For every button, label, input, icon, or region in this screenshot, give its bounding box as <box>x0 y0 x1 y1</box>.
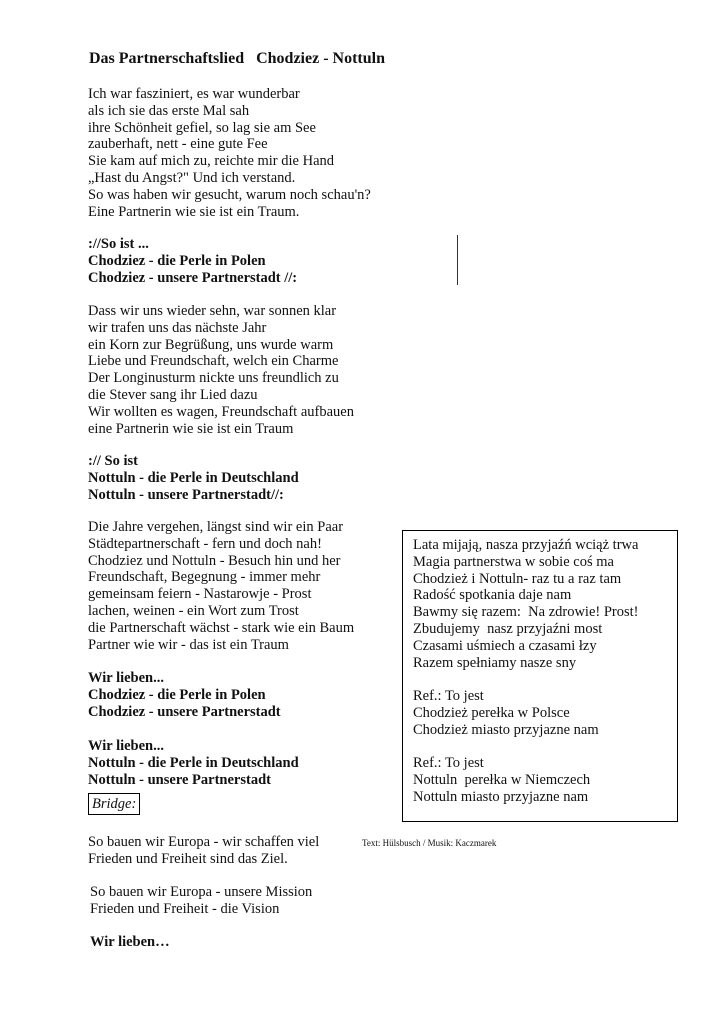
lyric-line: Städtepartnerschaft - fern und doch nah! <box>88 535 322 552</box>
polish-ref-line: Nottuln miasto przyjazne nam <box>413 788 589 805</box>
lyric-line: als ich sie das erste Mal sah <box>88 102 250 119</box>
lyric-line: gemeinsam feiern - Nastarowje - Prost <box>88 586 312 603</box>
lyric-line: Frieden und Freiheit - die Vision <box>90 900 280 917</box>
lyric-line: Partner wie wir - das ist ein Traum <box>88 636 289 653</box>
chorus-line: Chodziez - die Perle in Polen <box>88 686 266 703</box>
verse-1 <box>88 86 371 220</box>
chorus-line: Wir lieben... <box>88 738 164 754</box>
lyric-line: lachen, weinen - ein Wort zum Trost <box>88 602 299 619</box>
verse-3 <box>88 519 354 653</box>
chorus-2 <box>88 453 299 503</box>
lyric-line: die Partnerschaft wächst - stark wie ein Baum <box>88 619 355 636</box>
lyric-line: ein Korn zur Begrüßung, uns wurde warm <box>88 336 334 353</box>
credits: Text: Hülsbusch / Musik: Kaczmarek <box>362 838 497 848</box>
bridge-label: Bridge: <box>88 793 140 815</box>
polish-line: Zbudujemy nasz przyjaźni most <box>413 620 603 637</box>
bridge-1 <box>88 834 319 868</box>
lyric-line: die Stever sang ihr Lied dazu <box>88 386 258 403</box>
polish-line: Razem spełniamy nasze sny <box>413 654 577 671</box>
polish-line: Magia partnerstwa w sobie coś ma <box>413 553 614 570</box>
lyric-line: Die Jahre vergehen, längst sind wir ein Paar <box>88 519 344 535</box>
lyric-line: eine Partnerin wie sie ist ein Traum <box>88 420 294 437</box>
lyric-line: zauberhaft, nett - eine gute Fee <box>88 136 268 153</box>
polish-ref-line: Chodzież perełka w Polsce <box>413 704 570 721</box>
chorus-line: Chodziez - unsere Partnerstadt <box>88 703 281 720</box>
lyric-line: So bauen wir Europa - unsere Mission <box>90 884 313 900</box>
polish-ref-line: Nottuln perełka w Niemczech <box>413 772 591 789</box>
chorus-line: Nottuln - die Perle in Deutschland <box>88 754 299 771</box>
lyric-line: Liebe und Freundschaft, welch ein Charme <box>88 353 339 370</box>
lyric-line: ihre Schönheit gefiel, so lag sie am See <box>88 119 316 136</box>
chorus-4 <box>88 738 299 788</box>
spacer <box>413 671 667 688</box>
polish-line: Chodzież i Nottuln- raz tu a raz tam <box>413 570 622 587</box>
chorus-line: Nottuln - die Perle in Deutschland <box>88 469 299 486</box>
lyric-line: So was haben wir gesucht, warum noch schau'n? <box>88 186 371 203</box>
lyric-line: Freundschaft, Begegnung - immer mehr <box>88 569 321 586</box>
chorus-line: Nottuln - unsere Partnerstadt <box>88 771 271 788</box>
lyric-line: So bauen wir Europa - wir schaffen viel <box>88 834 320 850</box>
polish-translation-box <box>402 530 678 822</box>
lyric-line: wir trafen uns das nächste Jahr <box>88 319 267 336</box>
chorus-line: Nottuln - unsere Partnerstadt//: <box>88 486 284 503</box>
polish-ref-line: Chodzież miasto przyjazne nam <box>413 721 599 738</box>
chorus-line: Chodziez - die Perle in Polen <box>88 252 266 269</box>
lyric-line: Sie kam auf mich zu, reichte mir die Hand <box>88 153 335 170</box>
lyric-line: Dass wir uns wieder sehn, war sonnen klar <box>88 303 337 319</box>
lyric-line: Ich war fasziniert, es war wunderbar <box>88 86 300 102</box>
chorus-line: Chodziez - unsere Partnerstadt //: <box>88 269 298 286</box>
spacer <box>413 739 667 756</box>
lyric-line: Der Longinusturm nickte uns freundlich zu <box>88 370 339 387</box>
polish-line: Lata mijają, nasza przyjaźń wciąż trwa <box>413 537 639 553</box>
margin-line <box>457 235 458 285</box>
lyric-line: Wir wollten es wagen, Freundschaft aufbauen <box>88 403 354 420</box>
chorus-1 <box>88 236 297 286</box>
polish-line: Radość spotkania daje nam <box>413 587 572 604</box>
final-text: Wir lieben… <box>90 934 170 950</box>
bridge-2 <box>90 884 312 918</box>
final-line <box>90 934 170 951</box>
chorus-line: Wir lieben... <box>88 670 164 686</box>
lyric-line: Chodziez und Nottuln - Besuch hin und her <box>88 552 341 569</box>
verse-2 <box>88 303 354 437</box>
polish-line: Bawmy się razem: Na zdrowie! Prost! <box>413 604 639 621</box>
chorus-3 <box>88 670 281 720</box>
lyric-line: Eine Partnerin wie sie ist ein Traum. <box>88 203 300 220</box>
chorus-line: :// So ist <box>88 453 138 469</box>
lyric-line: „Hast du Angst?" Und ich verstand. <box>88 169 296 186</box>
chorus-line: ://So ist ... <box>88 236 149 252</box>
polish-ref-line: Ref.: To jest <box>413 688 484 705</box>
polish-ref-line: Ref.: To jest <box>413 755 484 772</box>
song-title: Das Partnerschaftslied Chodziez - Nottuln <box>89 50 385 67</box>
lyric-line: Frieden und Freiheit sind das Ziel. <box>88 850 288 867</box>
polish-line: Czasami uśmiech a czasami łzy <box>413 637 597 654</box>
